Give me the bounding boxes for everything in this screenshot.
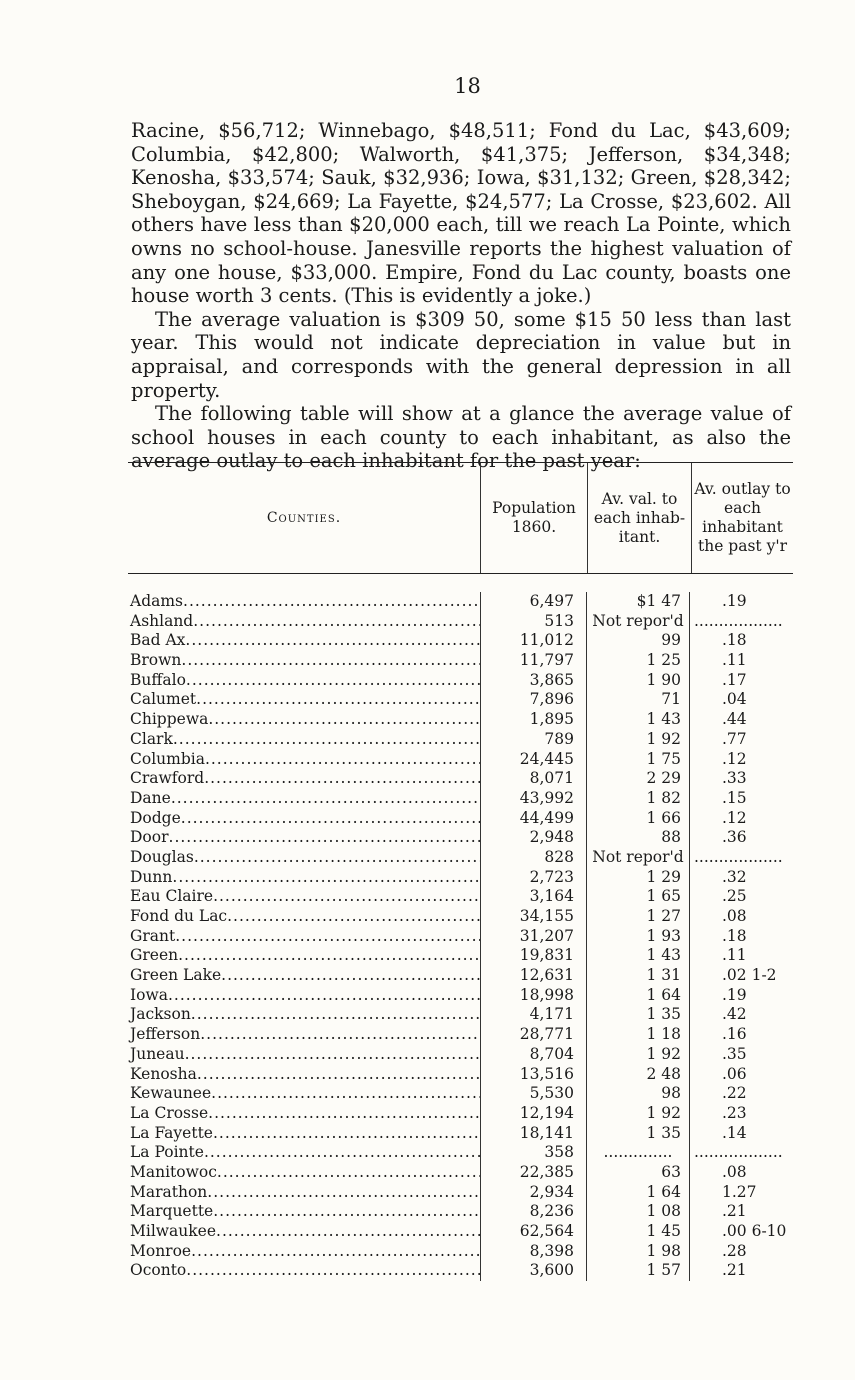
leader-dots xyxy=(196,690,480,710)
population-cell: 7,896 xyxy=(480,690,586,710)
leader-dots xyxy=(191,1005,480,1025)
table-row xyxy=(128,789,793,809)
av-outlay-cell: .42 xyxy=(689,1005,793,1025)
table-row xyxy=(128,730,793,750)
county-cell xyxy=(128,1025,480,1045)
leader-dots xyxy=(200,1025,480,1045)
av-val-cell: 98 xyxy=(586,1084,689,1104)
county-cell xyxy=(128,1143,480,1163)
paragraph-table-intro: The following table will show at a glance the average value of school houses in each county to each inhabitant, as also the average outlay to each inhabitant for the past year: xyxy=(131,402,791,473)
av-outlay-cell: .19 xyxy=(689,986,793,1006)
county-cell xyxy=(128,828,480,848)
av-val-cell: 88 xyxy=(586,828,689,848)
county-cell xyxy=(128,1261,480,1281)
table-row xyxy=(128,1222,793,1242)
av-val-cell: 1 18 xyxy=(586,1025,689,1045)
county-cell xyxy=(128,631,480,651)
population-cell: 13,516 xyxy=(480,1065,586,1085)
population-cell: 19,831 xyxy=(480,946,586,966)
county-cell xyxy=(128,1104,480,1124)
av-outlay-cell: .................. xyxy=(689,1143,793,1163)
population-cell: 18,998 xyxy=(480,986,586,1006)
table-row xyxy=(128,1005,793,1025)
av-outlay-cell: .15 xyxy=(689,789,793,809)
table-row xyxy=(128,769,793,789)
table-row xyxy=(128,1104,793,1124)
county-name: Oconto xyxy=(130,1261,187,1280)
county-name: Columbia xyxy=(130,749,205,768)
av-val-cell: 1 29 xyxy=(586,868,689,888)
av-outlay-cell: .00 6-10 xyxy=(689,1222,793,1242)
population-cell: 3,865 xyxy=(480,671,586,691)
county-name: Manitowoc xyxy=(130,1162,217,1181)
header-population: Population 1860. xyxy=(480,463,587,573)
leader-dots xyxy=(205,750,480,770)
county-name: Chippewa xyxy=(130,710,209,729)
leader-dots xyxy=(175,927,480,947)
leader-dots xyxy=(172,868,480,888)
leader-dots xyxy=(204,769,480,789)
av-val-cell: 1 64 xyxy=(586,986,689,1006)
county-name: Iowa xyxy=(130,985,168,1004)
table-row xyxy=(128,592,793,612)
av-outlay-cell: .11 xyxy=(689,651,793,671)
table-row xyxy=(128,848,793,868)
county-cell xyxy=(128,1005,480,1025)
table-row xyxy=(128,907,793,927)
header-counties: Counties. xyxy=(266,509,342,526)
county-cell xyxy=(128,1242,480,1262)
population-cell: 12,631 xyxy=(480,966,586,986)
leader-dots xyxy=(178,946,480,966)
county-cell xyxy=(128,750,480,770)
population-cell: 22,385 xyxy=(480,1163,586,1183)
leader-dots xyxy=(171,789,480,809)
population-cell: 828 xyxy=(480,848,586,868)
table-row xyxy=(128,1143,793,1163)
county-cell xyxy=(128,592,480,612)
av-val-cell: 1 64 xyxy=(586,1183,689,1203)
av-outlay-cell: .11 xyxy=(689,946,793,966)
table-row xyxy=(128,1025,793,1045)
population-cell: 62,564 xyxy=(480,1222,586,1242)
county-name: Dane xyxy=(130,788,171,807)
county-cell xyxy=(128,986,480,1006)
av-outlay-cell: .32 xyxy=(689,868,793,888)
county-name: Calumet xyxy=(130,690,197,709)
av-outlay-cell: .23 xyxy=(689,1104,793,1124)
population-cell: 31,207 xyxy=(480,927,586,947)
av-outlay-cell: .06 xyxy=(689,1065,793,1085)
population-cell: 8,704 xyxy=(480,1045,586,1065)
table-row xyxy=(128,1261,793,1281)
leader-dots xyxy=(227,907,480,927)
av-val-cell: 2 29 xyxy=(586,769,689,789)
population-cell: 11,797 xyxy=(480,651,586,671)
av-val-cell: 1 08 xyxy=(586,1202,689,1222)
population-cell: 2,723 xyxy=(480,868,586,888)
av-val-cell: Not repor'd xyxy=(586,848,689,868)
county-cell xyxy=(128,730,480,750)
av-outlay-cell: .16 xyxy=(689,1025,793,1045)
leader-dots xyxy=(217,1163,480,1183)
leader-dots xyxy=(211,1084,480,1104)
table-row xyxy=(128,1045,793,1065)
table-row xyxy=(128,966,793,986)
population-cell: 1,895 xyxy=(480,710,586,730)
leader-dots xyxy=(193,612,480,632)
leader-dots xyxy=(204,1143,480,1163)
av-val-cell: 99 xyxy=(586,631,689,651)
paragraph-valuations: Racine, $56,712; Winnebago, $48,511; Fond du Lac, $43,609; Columbia, $42,800; Walworth, $41,375; Jefferson, $34,348; Kenosha, $33,574; Sauk, $32,936; Iowa, $31,132; Green, $28,342; Sheboygan, $24,669; La Fayette, $24,577; La Crosse, $23,602. All others have less than $20,000 each, till we reach La Pointe, which owns no school-house. Janesville reports the highest valuation of any one house, $33,000. Empire, Fond du Lac county, boasts one house worth 3 cents. (This is evidently a joke.) xyxy=(131,119,791,308)
county-name: Milwaukee xyxy=(130,1222,217,1240)
table-row xyxy=(128,651,793,671)
county-cell xyxy=(128,651,480,671)
av-val-cell: 1 92 xyxy=(586,1045,689,1065)
av-val-cell: 1 92 xyxy=(586,1104,689,1124)
county-cell xyxy=(128,1045,480,1065)
av-val-cell: 1 98 xyxy=(586,1242,689,1262)
county-cell xyxy=(128,1124,480,1144)
leader-dots xyxy=(183,592,480,612)
table-row xyxy=(128,1084,793,1104)
county-name: La Crosse xyxy=(130,1103,209,1122)
av-val-cell: 1 43 xyxy=(586,946,689,966)
av-outlay-cell: .................. xyxy=(689,612,793,632)
av-outlay-cell: .35 xyxy=(689,1045,793,1065)
population-cell: 4,171 xyxy=(480,1005,586,1025)
county-cell xyxy=(128,1222,480,1242)
av-outlay-cell: .44 xyxy=(689,710,793,730)
av-outlay-cell: .17 xyxy=(689,671,793,691)
county-name: Douglas xyxy=(130,847,194,866)
table-row xyxy=(128,986,793,1006)
leader-dots xyxy=(208,710,480,730)
leader-dots xyxy=(169,828,480,848)
county-name: La Pointe xyxy=(130,1143,204,1162)
header-av-outlay: Av. outlay to each inhabitant the past y'r xyxy=(691,463,793,573)
table-row xyxy=(128,1065,793,1085)
county-name: Dodge xyxy=(130,808,181,827)
county-cell xyxy=(128,1183,480,1203)
av-outlay-cell: .28 xyxy=(689,1242,793,1262)
population-cell: 3,164 xyxy=(480,887,586,907)
county-name: Monroe xyxy=(130,1241,192,1260)
av-val-cell: 1 90 xyxy=(586,671,689,691)
leader-dots xyxy=(213,887,480,907)
leader-dots xyxy=(213,1124,480,1144)
population-cell: 11,012 xyxy=(480,631,586,651)
population-cell: 2,934 xyxy=(480,1183,586,1203)
county-cell xyxy=(128,671,480,691)
leader-dots xyxy=(194,848,480,868)
av-val-cell: 1 93 xyxy=(586,927,689,947)
county-cell xyxy=(128,966,480,986)
county-cell xyxy=(128,927,480,947)
av-val-cell: Not repor'd xyxy=(586,612,689,632)
county-name: Marquette xyxy=(130,1202,214,1221)
av-outlay-cell: .12 xyxy=(689,750,793,770)
av-val-cell: 1 92 xyxy=(586,730,689,750)
county-cell xyxy=(128,710,480,730)
county-name: Green xyxy=(130,946,179,965)
leader-dots xyxy=(181,809,480,829)
population-cell: 358 xyxy=(480,1143,586,1163)
table-row xyxy=(128,828,793,848)
av-outlay-cell: .08 xyxy=(689,1163,793,1183)
av-val-cell: 71 xyxy=(586,690,689,710)
header-av-val: Av. val. to each inhab-itant. xyxy=(587,463,691,573)
population-cell: 8,236 xyxy=(480,1202,586,1222)
table-row xyxy=(128,1183,793,1203)
table-row xyxy=(128,946,793,966)
page-number: 18 xyxy=(454,74,481,98)
table-row xyxy=(128,1242,793,1262)
av-val-cell: 1 82 xyxy=(586,789,689,809)
county-name: Bad Ax xyxy=(130,631,186,650)
population-cell: 44,499 xyxy=(480,809,586,829)
leader-dots xyxy=(181,651,480,671)
county-name: Crawford xyxy=(130,769,205,788)
leader-dots xyxy=(207,1183,480,1203)
population-cell: 6,497 xyxy=(480,592,586,612)
county-cell xyxy=(128,1084,480,1104)
av-outlay-cell: .18 xyxy=(689,631,793,651)
leader-dots xyxy=(173,730,480,750)
table-row xyxy=(128,1124,793,1144)
leader-dots xyxy=(216,1222,480,1242)
table-row xyxy=(128,868,793,888)
county-name: Brown xyxy=(130,651,182,670)
county-cell xyxy=(128,1163,480,1183)
county-cell xyxy=(128,789,480,809)
table-row xyxy=(128,631,793,651)
av-val-cell: 1 43 xyxy=(586,710,689,730)
county-name: Green Lake xyxy=(130,966,222,985)
av-val-cell: 1 35 xyxy=(586,1005,689,1025)
av-val-cell: 1 75 xyxy=(586,750,689,770)
county-name: La Fayette xyxy=(130,1123,213,1142)
leader-dots xyxy=(213,1202,480,1222)
av-outlay-cell: 1.27 xyxy=(689,1183,793,1203)
table-row xyxy=(128,671,793,691)
table-row xyxy=(128,710,793,730)
av-outlay-cell: .22 xyxy=(689,1084,793,1104)
county-name: Grant xyxy=(130,926,176,945)
av-outlay-cell: .77 xyxy=(689,730,793,750)
av-val-cell: 1 35 xyxy=(586,1124,689,1144)
population-cell: 8,398 xyxy=(480,1242,586,1262)
population-cell: 8,071 xyxy=(480,769,586,789)
county-table xyxy=(128,462,793,1281)
county-name: Buffalo xyxy=(130,670,186,689)
table-row xyxy=(128,887,793,907)
county-name: Dunn xyxy=(130,867,173,886)
av-outlay-cell: .21 xyxy=(689,1261,793,1281)
county-cell xyxy=(128,809,480,829)
leader-dots xyxy=(208,1104,480,1124)
county-cell xyxy=(128,907,480,927)
county-cell xyxy=(128,612,480,632)
county-cell xyxy=(128,887,480,907)
av-val-cell: 1 66 xyxy=(586,809,689,829)
population-cell: 3,600 xyxy=(480,1261,586,1281)
table-body xyxy=(128,574,793,1281)
av-outlay-cell: .25 xyxy=(689,887,793,907)
table-row xyxy=(128,809,793,829)
av-outlay-cell: .................. xyxy=(689,848,793,868)
county-name: Adams xyxy=(130,592,184,610)
av-outlay-cell: .14 xyxy=(689,1124,793,1144)
table-row xyxy=(128,1163,793,1183)
table-row xyxy=(128,1202,793,1222)
county-name: Ashland xyxy=(130,611,194,630)
av-val-cell: 1 57 xyxy=(586,1261,689,1281)
county-cell xyxy=(128,690,480,710)
county-name: Jefferson xyxy=(130,1025,201,1044)
county-name: Fond du Lac xyxy=(130,907,228,925)
population-cell: 24,445 xyxy=(480,750,586,770)
leader-dots xyxy=(168,986,480,1006)
population-cell: 34,155 xyxy=(480,907,586,927)
av-outlay-cell: .12 xyxy=(689,809,793,829)
population-cell: 18,141 xyxy=(480,1124,586,1144)
county-name: Juneau xyxy=(130,1044,185,1063)
leader-dots xyxy=(186,671,480,691)
county-name: Marathon xyxy=(130,1182,208,1201)
county-cell xyxy=(128,946,480,966)
leader-dots xyxy=(197,1065,480,1085)
av-outlay-cell: .04 xyxy=(689,690,793,710)
table-row xyxy=(128,690,793,710)
county-cell xyxy=(128,769,480,789)
av-val-cell: 63 xyxy=(586,1163,689,1183)
av-val-cell: .............. xyxy=(586,1143,689,1163)
table-row xyxy=(128,927,793,947)
av-outlay-cell: .36 xyxy=(689,828,793,848)
population-cell: 2,948 xyxy=(480,828,586,848)
body-text xyxy=(131,119,791,473)
av-val-cell: 2 48 xyxy=(586,1065,689,1085)
av-outlay-cell: .19 xyxy=(689,592,793,612)
leader-dots xyxy=(186,1261,480,1281)
population-cell: 513 xyxy=(480,612,586,632)
leader-dots xyxy=(185,1045,480,1065)
county-name: Kewaunee xyxy=(130,1084,212,1103)
county-name: Door xyxy=(130,828,169,847)
leader-dots xyxy=(221,966,480,986)
av-outlay-cell: .33 xyxy=(689,769,793,789)
av-outlay-cell: .08 xyxy=(689,907,793,927)
county-cell xyxy=(128,848,480,868)
av-val-cell: 1 65 xyxy=(586,887,689,907)
county-name: Clark xyxy=(130,729,173,748)
population-cell: 28,771 xyxy=(480,1025,586,1045)
county-name: Eau Claire xyxy=(130,887,214,906)
av-outlay-cell: .18 xyxy=(689,927,793,947)
county-cell xyxy=(128,1202,480,1222)
av-val-cell: 1 31 xyxy=(586,966,689,986)
county-name: Jackson xyxy=(130,1005,191,1024)
paragraph-average: The average valuation is $309 50, some $15 50 less than last year. This would not indicate depreciation in value but in appraisal, and corresponds with the general depression in all property. xyxy=(131,307,791,402)
county-name: Kenosha xyxy=(130,1064,197,1083)
av-outlay-cell: .21 xyxy=(689,1202,793,1222)
population-cell: 12,194 xyxy=(480,1104,586,1124)
county-cell xyxy=(128,1065,480,1085)
county-cell xyxy=(128,868,480,888)
leader-dots xyxy=(185,631,480,651)
table-row xyxy=(128,612,793,632)
population-cell: 789 xyxy=(480,730,586,750)
av-outlay-cell: .02 1-2 xyxy=(689,966,793,986)
av-val-cell: 1 27 xyxy=(586,907,689,927)
population-cell: 43,992 xyxy=(480,789,586,809)
leader-dots xyxy=(191,1242,480,1262)
table-row xyxy=(128,750,793,770)
av-val-cell: $1 47 xyxy=(586,592,689,612)
av-val-cell: 1 45 xyxy=(586,1222,689,1242)
table-header xyxy=(128,463,793,574)
population-cell: 5,530 xyxy=(480,1084,586,1104)
av-val-cell: 1 25 xyxy=(586,651,689,671)
